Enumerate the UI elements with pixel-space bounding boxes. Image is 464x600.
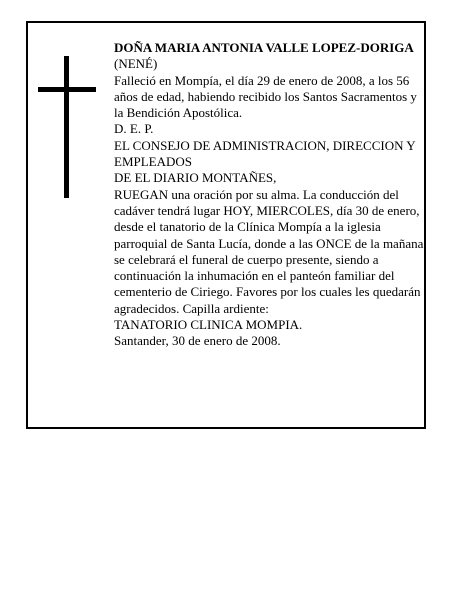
council-line-2: DE EL DIARIO MONTAÑES, bbox=[114, 170, 277, 186]
cross-icon bbox=[38, 56, 98, 198]
deceased-name: DOÑA MARIA ANTONIA VALLE LOPEZ-DORIGA bbox=[114, 40, 414, 55]
signature-date: Santander, 30 de enero de 2008. bbox=[114, 333, 281, 349]
rest-in-peace: D. E. P. bbox=[114, 121, 154, 137]
chapel-location: TANATORIO CLINICA MOMPIA. bbox=[114, 317, 303, 333]
obituary-notice bbox=[26, 21, 426, 429]
cross-horizontal-bar bbox=[38, 87, 96, 92]
funeral-details: RUEGAN una oración por su alma. La conducción del cadáver tendrá lugar HOY, MIERCOLES, día 30 de enero, desde el tanatorio de la Clínica Mompía a la iglesia parroquial de Santa Lucía, donde a las ONCE de la mañana se celebrará el funeral de cuerpo presente, siendo a continuación la inhumación en el panteón familiar del cementerio de Ciriego. Favores por los cuales les quedarán agradecidos. Capilla ardiente: bbox=[114, 186, 424, 316]
cross-vertical-bar bbox=[64, 56, 69, 198]
council-line-1: EL CONSEJO DE ADMINISTRACION, DIRECCION Y EMPLEADOS bbox=[114, 137, 416, 170]
obituary-text bbox=[114, 40, 424, 350]
deceased-nickname: (NENÉ) bbox=[114, 56, 158, 72]
death-announcement: Falleció en Mompía, el día 29 de enero de 2008, a los 56 años de edad, habiendo recibido los Santos Sacramentos y la Bendición Apostólica. bbox=[114, 72, 417, 121]
